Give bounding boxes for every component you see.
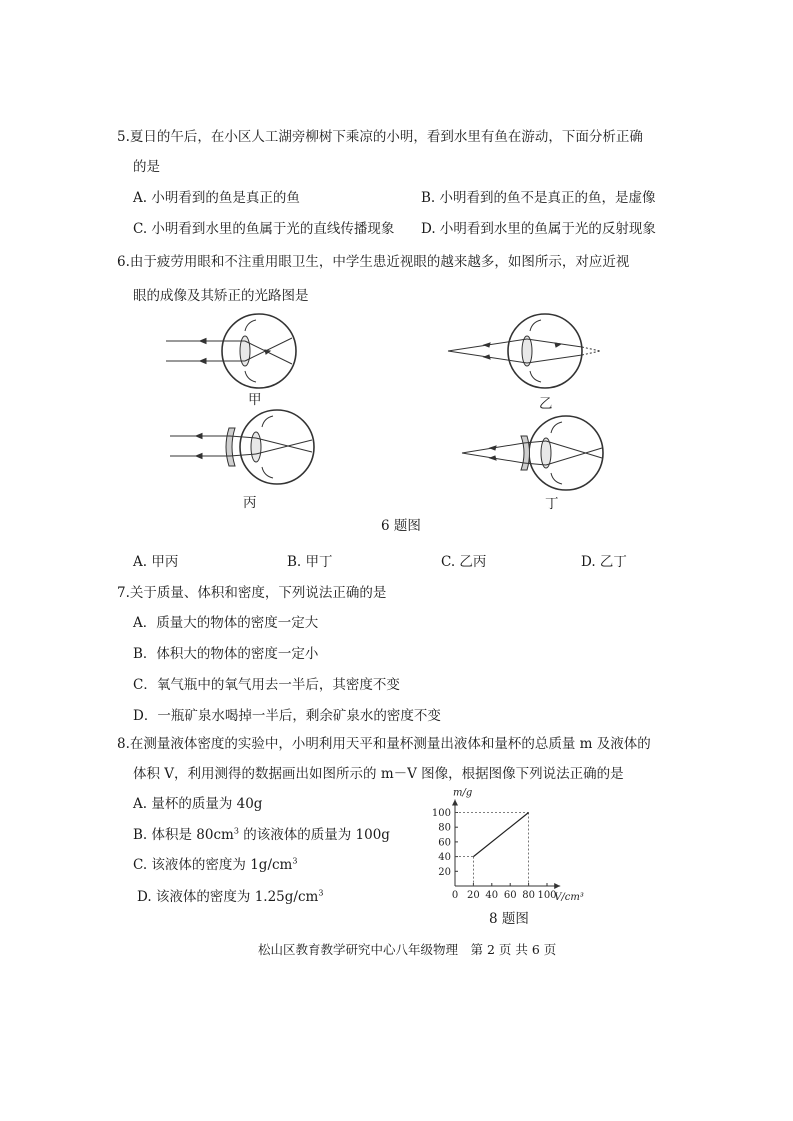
x-axis-label: V/cm³ xyxy=(554,892,584,903)
mv-chart xyxy=(420,780,590,910)
q5-stem-line2: 的是 xyxy=(133,159,160,175)
q5-stem-line1: 5.夏日的午后，在小区人工湖旁柳树下乘凉的小明，看到水里有鱼在游动，下面分析正确 xyxy=(117,129,643,145)
q6-stem-line1: 6.由于疲劳用眼和不注重用眼卫生，中学生患近视眼的越来越多，如图所示，对应近视 xyxy=(117,254,630,270)
y-tick-label: 20 xyxy=(438,866,451,878)
q7-option-a: A．质量大的物体的密度一定大 xyxy=(133,615,319,631)
label-jia: 甲 xyxy=(248,392,262,408)
q8-stem-line2: 体积 V，利用测得的数据画出如图所示的 m－V 图像，根据图像下列说法正确的是 xyxy=(133,766,624,782)
q5-option-a: A. 小明看到的鱼是真正的鱼 xyxy=(133,190,300,206)
y-axis-arrow xyxy=(452,799,458,805)
q5-option-b: B. 小明看到的鱼不是真正的鱼，是虚像 xyxy=(421,190,656,206)
q7-option-c: C．氧气瓶中的氧气用去一半后，其密度不变 xyxy=(133,677,400,693)
label-bing: 丙 xyxy=(243,495,257,511)
q8-option-d: D. 该液体的密度为 $1.25g/cm^3$ xyxy=(137,888,324,905)
q6-caption: 6 题图 xyxy=(381,518,421,534)
diagram-jia xyxy=(166,314,296,388)
diagram-ding xyxy=(462,416,603,490)
y-tick-label: 100 xyxy=(431,808,451,819)
q8-option-a: A. 量杯的质量为 40g xyxy=(133,796,263,812)
x-tick-label: 100 xyxy=(537,890,557,901)
x-tick-label: 40 xyxy=(485,890,499,901)
q6-stem-line2: 眼的成像及其矫正的光路图是 xyxy=(133,288,309,304)
y-tick-label: 60 xyxy=(438,837,451,849)
diagram-yi xyxy=(448,314,600,388)
q8-caption: 8 题图 xyxy=(489,911,529,927)
series-line xyxy=(473,813,528,857)
x-tick-label: 80 xyxy=(522,890,535,901)
x-tick-label: 20 xyxy=(467,890,480,901)
q6-option-d: D. 乙丁 xyxy=(581,554,627,570)
x-axis-arrow xyxy=(554,883,560,889)
q7-option-d: D．一瓶矿泉水喝掉一半后，剩余矿泉水的密度不变 xyxy=(133,708,441,724)
q6-option-b: B. 甲丁 xyxy=(287,554,333,570)
y-tick-label: 80 xyxy=(438,822,451,834)
y-tick-label: 40 xyxy=(438,852,451,864)
q7-stem: 7.关于质量、体积和密度，下列说法正确的是 xyxy=(117,585,387,601)
x-tick-label: 60 xyxy=(503,890,517,901)
x-tick-label: 0 xyxy=(451,890,459,901)
y-axis-label: m/g xyxy=(453,787,473,799)
label-yi: 乙 xyxy=(539,396,553,412)
q7-option-b: B．体积大的物体的密度一定小 xyxy=(133,646,319,662)
q5-option-c: C. 小明看到水里的鱼属于光的直线传播现象 xyxy=(133,221,395,237)
q8-stem-line1: 8.在测量液体密度的实验中，小明利用天平和量杯测量出液体和量杯的总质量 m 及液体的 xyxy=(117,736,651,752)
q8-option-b: B. 体积是 $80cm^3$ 的该液体的质量为 100g xyxy=(133,826,390,843)
q6-eye-diagrams xyxy=(0,0,793,540)
page-footer: 松山区教育教学研究中心八年级物理 第 2 页 共 6 页 xyxy=(258,942,557,957)
q5-option-d: D. 小明看到水里的鱼属于光的反射现象 xyxy=(421,221,656,237)
diagram-bing xyxy=(170,410,314,484)
q8-option-c: C. 该液体的密度为 $1g/cm^3$ xyxy=(133,856,298,873)
label-ding: 丁 xyxy=(545,496,559,512)
q6-option-a: A. 甲丙 xyxy=(133,554,179,570)
q6-option-c: C. 乙丙 xyxy=(441,554,487,570)
